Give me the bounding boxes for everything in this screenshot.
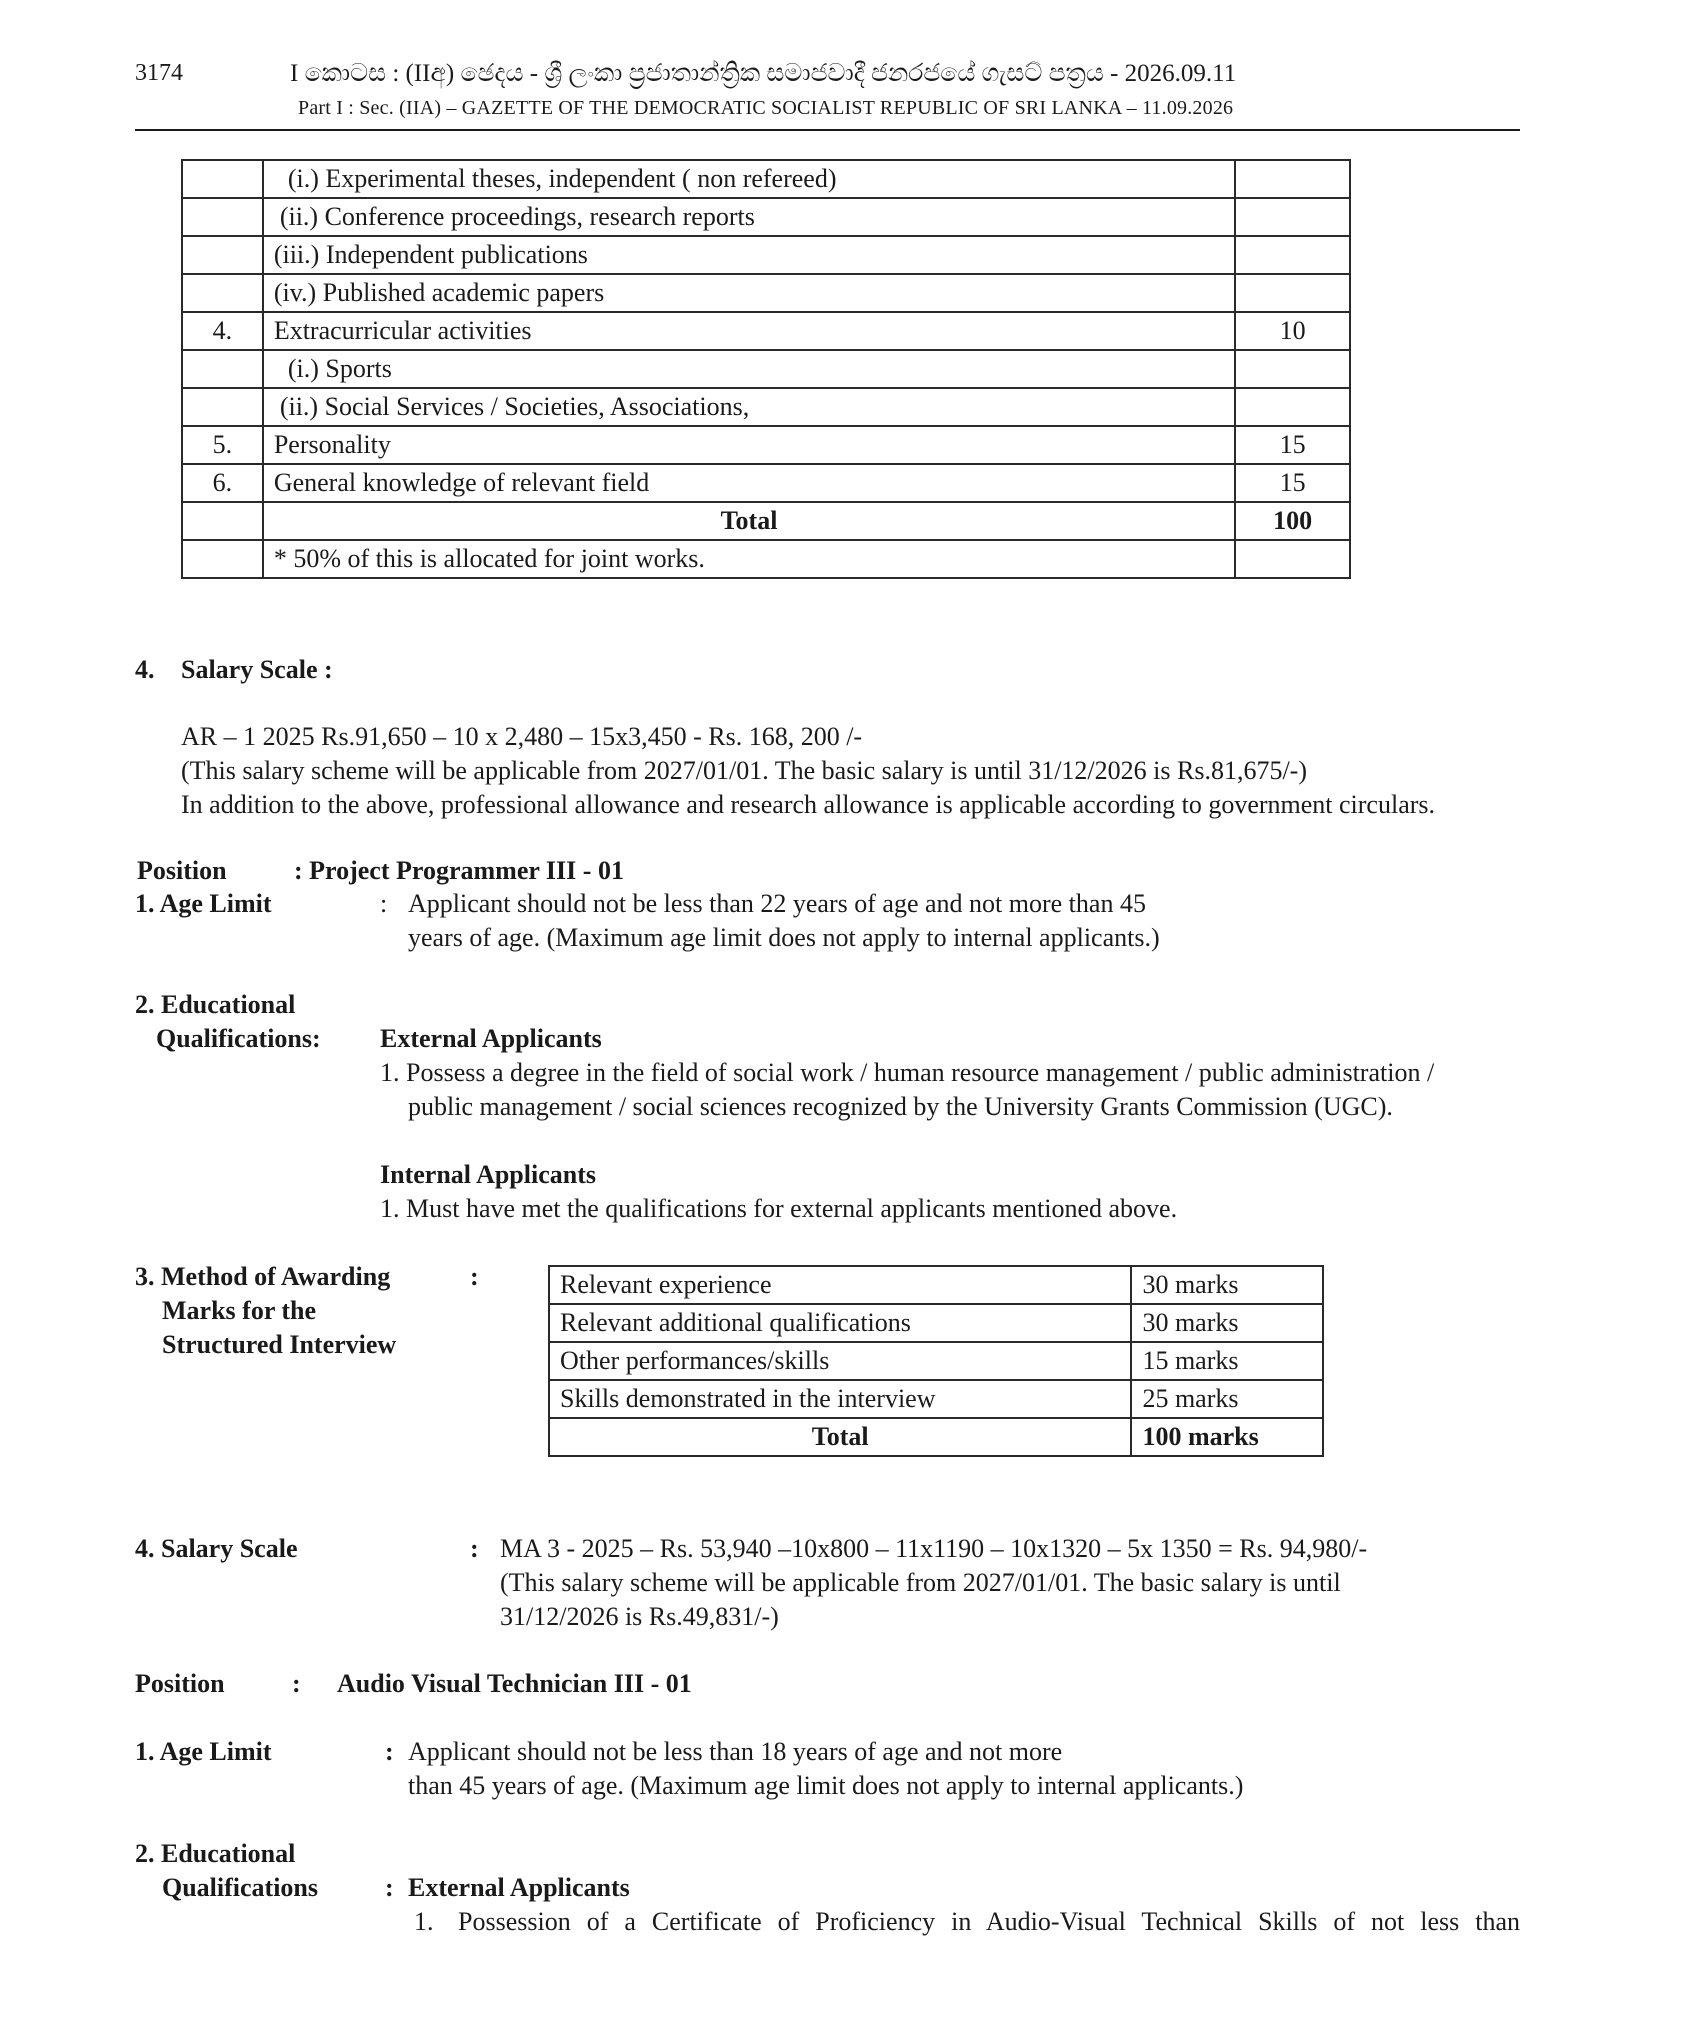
external-requirement: public management / social sciences recognized by the University Grants Commission (UGC). (408, 1092, 1393, 1121)
row-item: General knowledge of relevant field (263, 464, 1235, 502)
table-row (182, 160, 1350, 198)
position-title: : Project Programmer III - 01 (294, 856, 624, 885)
method-label: Marks for the (162, 1296, 317, 1325)
marks-criterion: Other performances/skills (549, 1342, 1131, 1380)
table-row (182, 350, 1350, 388)
salary-scale-colon: : (470, 1534, 479, 1563)
method-label: 3. Method of Awarding (135, 1262, 391, 1291)
row-marks (1235, 236, 1350, 274)
row-number: 4. (182, 312, 263, 350)
row-item: Personality (263, 426, 1235, 464)
age-limit-text: Applicant should not be less than 18 years of age and not more (408, 1737, 1063, 1766)
salary-scale-text: 31/12/2026 is Rs.49,831/-) (500, 1602, 779, 1631)
table-row (549, 1266, 1323, 1304)
gazette-header-english: Part I : Sec. (IIA) – GAZETTE OF THE DEMOCRATIC SOCIALIST REPUBLIC OF SRI LANKA – 11.09.2026 (298, 97, 1234, 119)
education-label: Qualifications (162, 1873, 319, 1902)
row-number (182, 198, 263, 236)
marks-value: 30 marks (1131, 1304, 1323, 1342)
table-row-total (182, 502, 1350, 540)
row-number: 6. (182, 464, 263, 502)
table-row (182, 312, 1350, 350)
row-marks (1235, 540, 1350, 578)
marks-value: 25 marks (1131, 1380, 1323, 1418)
marks-criterion: Skills demonstrated in the interview (549, 1380, 1131, 1418)
marks-total-label: Total (549, 1418, 1131, 1456)
gazette-header-sinhala: I කොටස : (IIඅ) ඡෙදය - ශ්‍රී ලංකා ප්‍රජාතාන්ත්‍රික සමාජවාදී ජනරජයේ ගැසට් පත්‍රය - 2026.09.11 (290, 60, 1237, 87)
table-row-total (549, 1418, 1323, 1456)
age-limit-colon: : (385, 1737, 394, 1766)
header-divider (135, 129, 1520, 131)
method-label: Structured Interview (162, 1330, 397, 1359)
table-row (182, 198, 1350, 236)
criteria-table (181, 159, 1351, 579)
salary-scale-text: (This salary scheme will be applicable from 2027/01/01. The basic salary is until (500, 1568, 1341, 1597)
table-row (549, 1380, 1323, 1418)
external-requirement-number: 1. (414, 1907, 434, 1936)
row-marks (1235, 160, 1350, 198)
age-limit-label: 1. Age Limit (135, 889, 272, 918)
position-colon: : (292, 1669, 301, 1698)
row-number (182, 160, 263, 198)
age-limit-colon: : (380, 889, 388, 918)
row-item: (ii.) Social Services / Societies, Associations, (263, 388, 1235, 426)
row-footnote: * 50% of this is allocated for joint works. (263, 540, 1235, 578)
education-label: 2. Educational (135, 1839, 296, 1868)
internal-applicants-heading: Internal Applicants (380, 1160, 596, 1189)
external-requirement: 1. Possess a degree in the field of social work / human resource management / public administration / (380, 1058, 1435, 1087)
salary-heading: Salary Scale : (181, 655, 333, 684)
table-row (549, 1304, 1323, 1342)
education-label: Qualifications: (156, 1024, 321, 1053)
row-number (182, 502, 263, 540)
row-number (182, 540, 263, 578)
education-colon: : (385, 1873, 394, 1902)
marks-criterion: Relevant additional qualifications (549, 1304, 1131, 1342)
row-number (182, 350, 263, 388)
table-row (182, 540, 1350, 578)
position-label: Position (135, 1669, 225, 1698)
position-title: Audio Visual Technician III - 01 (337, 1669, 692, 1698)
row-marks (1235, 274, 1350, 312)
age-limit-text: Applicant should not be less than 22 years of age and not more than 45 (408, 889, 1146, 918)
marks-value: 15 marks (1131, 1342, 1323, 1380)
page-number: 3174 (135, 60, 183, 86)
row-number (182, 236, 263, 274)
row-item: (iii.) Independent publications (263, 236, 1235, 274)
table-row (182, 464, 1350, 502)
internal-requirement: 1. Must have met the qualifications for external applicants mentioned above. (380, 1194, 1178, 1223)
row-marks: 10 (1235, 312, 1350, 350)
marks-criterion: Relevant experience (549, 1266, 1131, 1304)
row-marks: 15 (1235, 426, 1350, 464)
salary-note-line: (This salary scheme will be applicable from 2027/01/01. The basic salary is until 31/12/2026 is Rs.81,675/-) (181, 756, 1307, 785)
table-row (549, 1342, 1323, 1380)
salary-scale-label: 4. Salary Scale (135, 1534, 298, 1563)
marks-value: 30 marks (1131, 1266, 1323, 1304)
row-marks (1235, 350, 1350, 388)
salary-allowance-line: In addition to the above, professional allowance and research allowance is applicable according to government circulars. (181, 790, 1436, 819)
row-item: Extracurricular activities (263, 312, 1235, 350)
row-number: 5. (182, 426, 263, 464)
age-limit-text: years of age. (Maximum age limit does not apply to internal applicants.) (408, 923, 1160, 952)
row-marks (1235, 388, 1350, 426)
salary-heading-number: 4. (135, 655, 155, 684)
row-item: (i.) Sports (263, 350, 1235, 388)
table-row (182, 274, 1350, 312)
row-marks: 15 (1235, 464, 1350, 502)
education-label: 2. Educational (135, 990, 296, 1019)
marks-total-value: 100 marks (1131, 1418, 1323, 1456)
total-label: Total (263, 502, 1235, 540)
row-item: (i.) Experimental theses, independent ( non refereed) (263, 160, 1235, 198)
table-row (182, 426, 1350, 464)
external-applicants-heading: External Applicants (380, 1024, 602, 1053)
external-requirement: Possession of a Certificate of Proficiency in Audio-Visual Technical Skills of not less than (458, 1907, 1520, 1936)
table-row (182, 236, 1350, 274)
age-limit-text: than 45 years of age. (Maximum age limit does not apply to internal applicants.) (408, 1771, 1244, 1800)
method-colon: : (470, 1262, 479, 1291)
salary-scale-line: AR – 1 2025 Rs.91,650 – 10 x 2,480 – 15x3,450 - Rs. 168, 200 /- (181, 722, 863, 751)
table-row (182, 388, 1350, 426)
row-marks (1235, 198, 1350, 236)
row-number (182, 388, 263, 426)
row-item: (iv.) Published academic papers (263, 274, 1235, 312)
salary-scale-text: MA 3 - 2025 – Rs. 53,940 –10x800 – 11x1190 – 10x1320 – 5x 1350 = Rs. 94,980/- (500, 1534, 1368, 1563)
external-applicants-heading: External Applicants (408, 1873, 630, 1902)
marks-table (548, 1265, 1324, 1457)
total-marks: 100 (1235, 502, 1350, 540)
row-number (182, 274, 263, 312)
age-limit-label: 1. Age Limit (135, 1737, 272, 1766)
position-label: Position (137, 856, 227, 885)
row-item: (ii.) Conference proceedings, research reports (263, 198, 1235, 236)
